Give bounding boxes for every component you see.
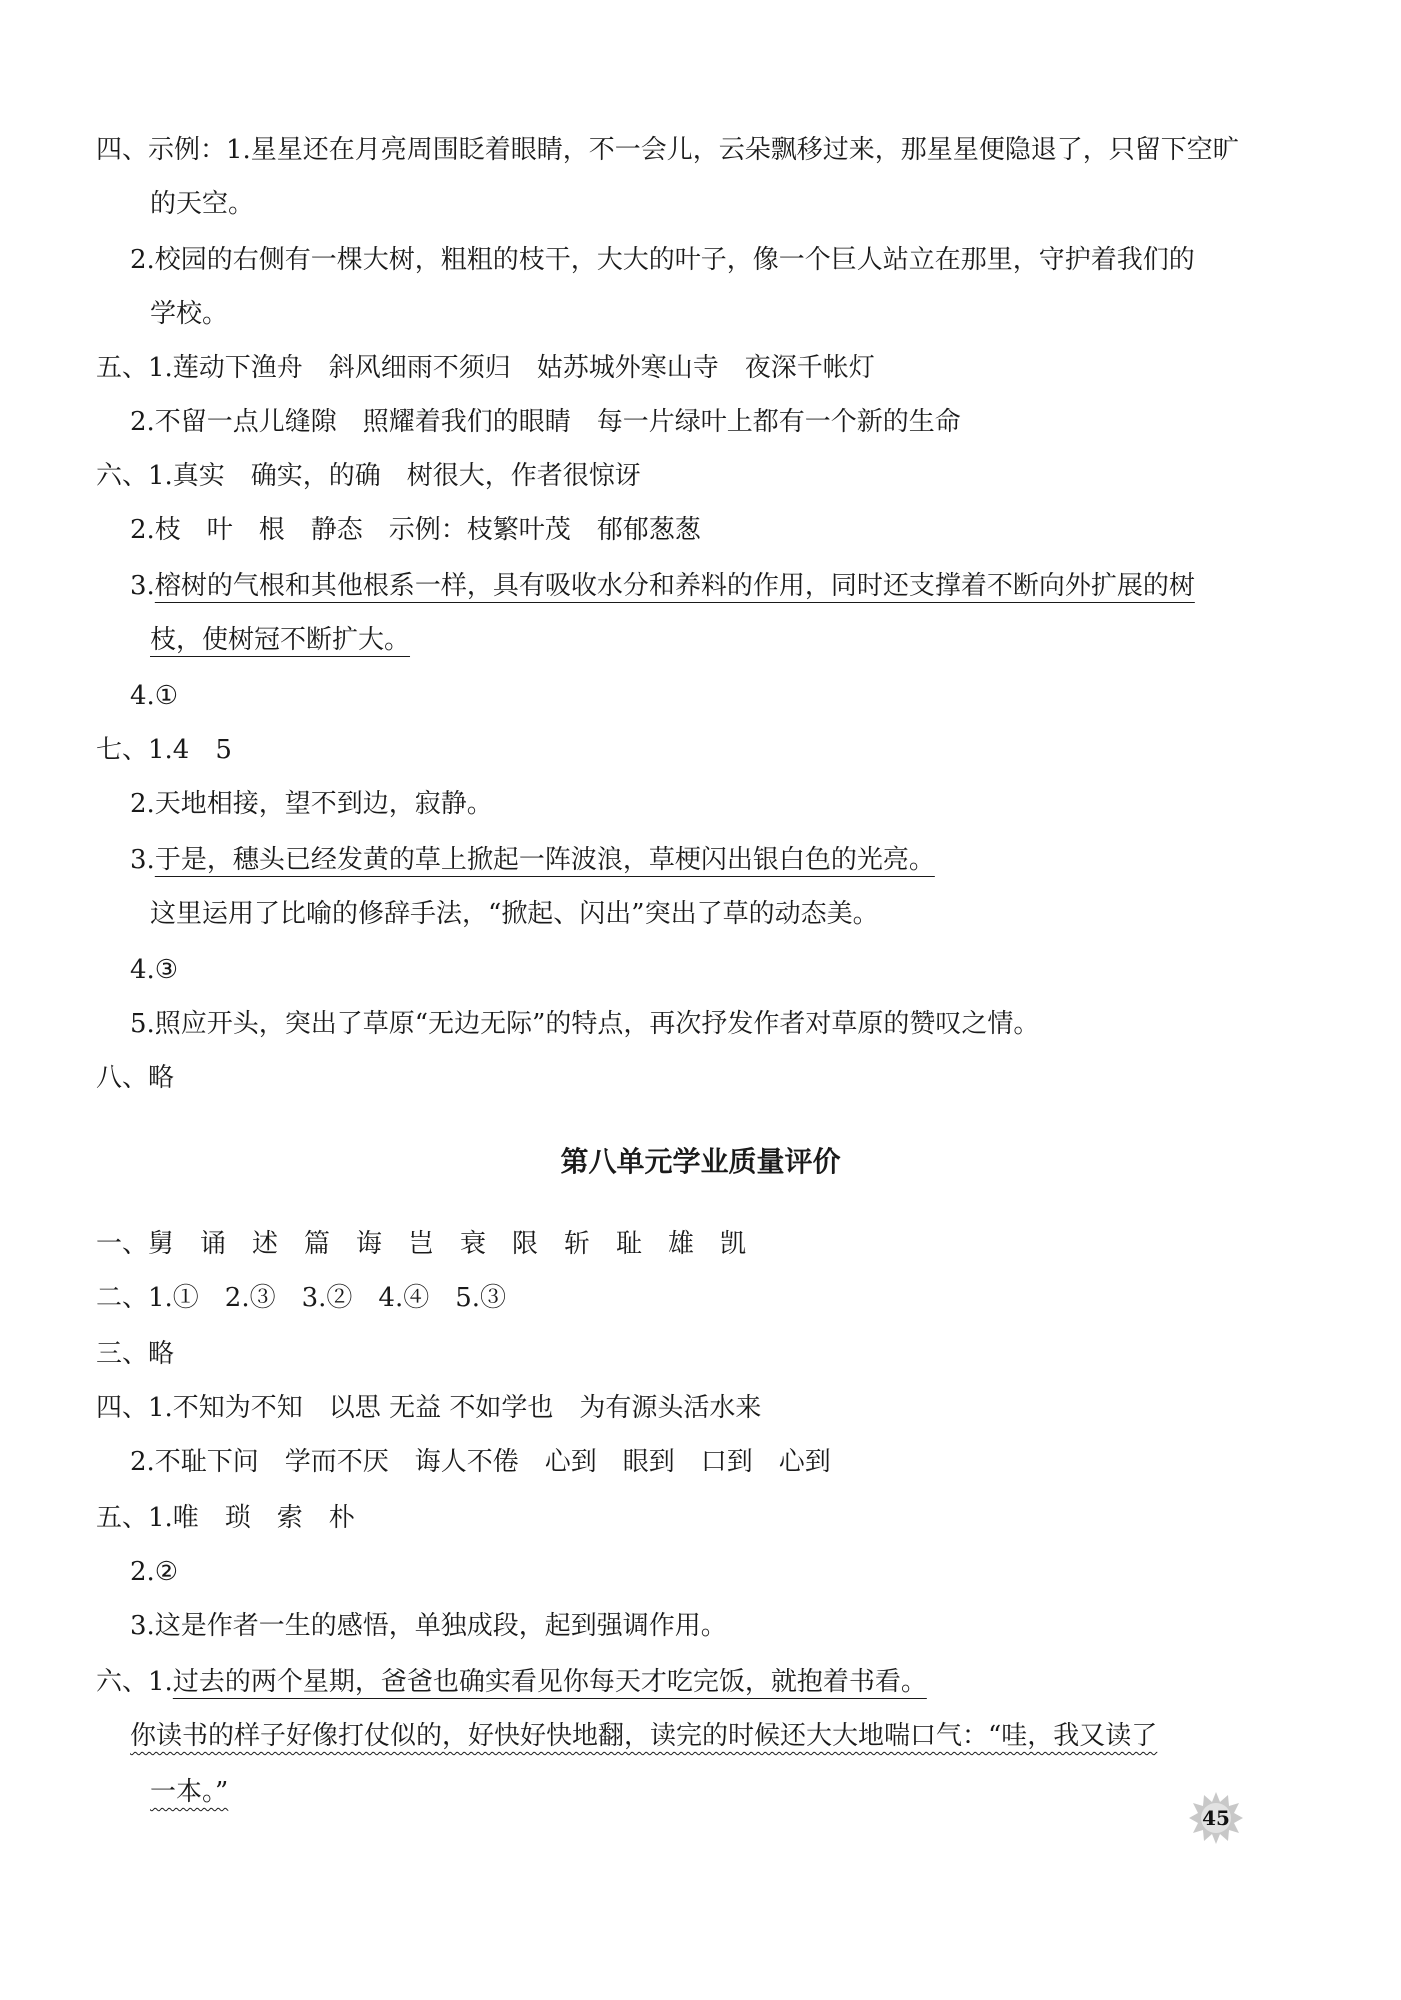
answer-line: 4.③	[130, 955, 179, 985]
page-number: 45	[1202, 1806, 1230, 1830]
answer-line	[130, 568, 1195, 604]
answer-line	[130, 1718, 1157, 1754]
answer-line: 三、略	[96, 1339, 175, 1369]
answer-line: 2.枝 叶 根 静态 示例：枝繁叶茂 郁郁葱葱	[130, 515, 701, 545]
answer-line	[96, 1664, 927, 1700]
answer-line	[150, 622, 410, 658]
answer-line: 2.不耻下问 学而不厌 诲人不倦 心到 眼到 口到 心到	[130, 1447, 831, 1477]
answer-line: 七、1.4 5	[96, 735, 232, 765]
answer-line: 5.照应开头，突出了草原“无边无际”的特点，再次抒发作者对草原的赞叹之情。	[130, 1009, 1040, 1039]
answer-line: 四、示例：1.星星还在月亮周围眨着眼睛，不一会儿，云朵飘移过来，那星星便隐退了，只留下空旷	[96, 135, 1239, 165]
wavy-underlined-answer: 你读书的样子好像打仗似的，好快好快地翻，读完的时候还大大地喘口气：“哇，我又读了	[130, 1721, 1158, 1751]
answer-line: 2.校园的右侧有一棵大树，粗粗的枝干，大大的叶子，像一个巨人站立在那里，守护着我们的	[130, 245, 1195, 275]
underlined-answer: 过去的两个星期，爸爸也确实看见你每天才吃完饭，就抱着书看。	[172, 1667, 927, 1697]
answer-line: 这里运用了比喻的修辞手法，“掀起、闪出”突出了草的动态美。	[150, 899, 879, 929]
answer-line: 2.②	[130, 1557, 179, 1587]
underlined-answer: 榕树的气根和其他根系一样，具有吸收水分和养料的作用，同时还支撑着不断向外扩展的树	[154, 571, 1195, 601]
answer-line: 一、舅 诵 述 篇 诲 岂 衰 限 斩 耻 雄 凯	[96, 1229, 747, 1259]
answer-line: 4.①	[130, 681, 179, 711]
answer-line: 五、1.唯 琐 索 朴	[96, 1503, 355, 1533]
page-number-badge	[1188, 1790, 1244, 1846]
answer-number: 六、1.	[96, 1667, 173, 1697]
answer-number: 3.	[130, 571, 155, 601]
wavy-underlined-answer: 一本。”	[150, 1777, 229, 1807]
answer-line: 3.这是作者一生的感悟，单独成段，起到强调作用。	[130, 1611, 727, 1641]
underlined-answer: 于是，穗头已经发黄的草上掀起一阵波浪，草梗闪出银白色的光亮。	[154, 845, 935, 875]
answer-line	[130, 842, 935, 878]
answer-line: 八、略	[96, 1063, 175, 1093]
answer-line	[150, 1774, 228, 1810]
answer-line: 的天空。	[150, 189, 255, 219]
answer-line: 2.不留一点儿缝隙 照耀着我们的眼睛 每一片绿叶上都有一个新的生命	[130, 407, 961, 437]
answer-line: 五、1.莲动下渔舟 斜风细雨不须归 姑苏城外寒山寺 夜深千帐灯	[96, 353, 875, 383]
answer-line: 二、1.① 2.③ 3.② 4.④ 5.③	[96, 1283, 507, 1313]
underlined-answer: 枝，使树冠不断扩大。	[150, 625, 411, 655]
answer-line: 六、1.真实 确实，的确 树很大，作者很惊讶	[96, 461, 641, 491]
answer-line: 学校。	[150, 299, 229, 329]
section-heading: 第八单元学业质量评价	[560, 1145, 841, 1178]
answer-number: 3.	[130, 845, 155, 875]
answer-line: 2.天地相接，望不到边，寂静。	[130, 789, 493, 819]
answer-line: 四、1.不知为不知 以思 无益 不如学也 为有源头活水来	[96, 1393, 762, 1423]
